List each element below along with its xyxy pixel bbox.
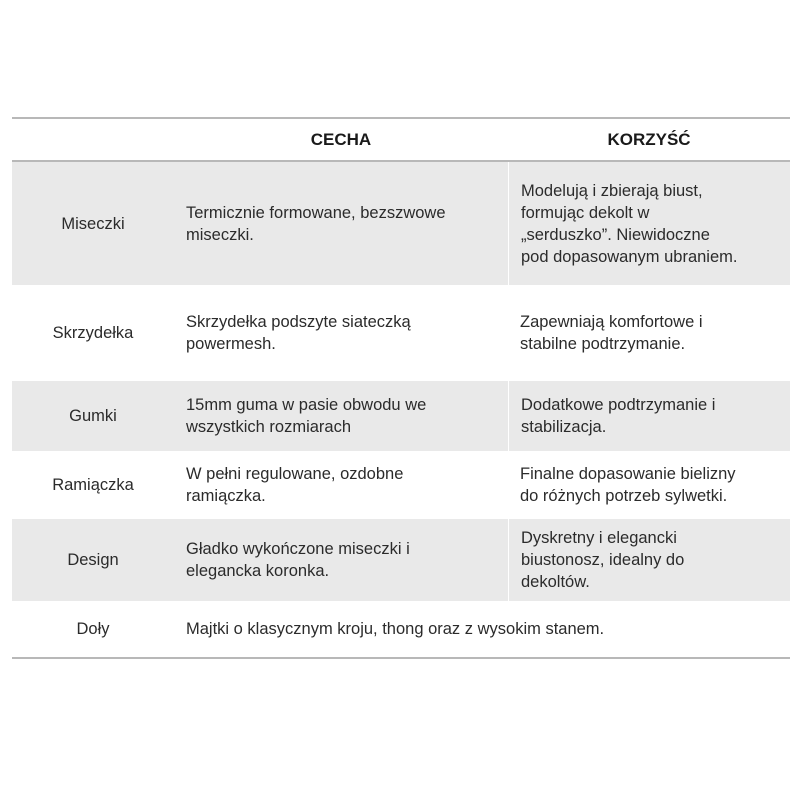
row-name: Ramiączka (52, 476, 134, 494)
row-benefit: Dyskretny i elegancki biustonosz, idealny do dekoltów. (521, 529, 685, 591)
row-benefit-cell (508, 381, 790, 451)
feature-benefit-table (12, 117, 790, 659)
row-benefit-cell (508, 285, 790, 381)
row-benefit-cell (508, 519, 790, 601)
row-feature-cell (174, 381, 508, 451)
row-benefit: Finalne dopasowanie bielizny do różnych potrzeb sylwetki. (520, 465, 736, 505)
row-feature: Skrzydełka podszyte siateczką powermesh. (186, 313, 411, 353)
row-feature: Gładko wykończone miseczki i elegancka koronka. (186, 540, 410, 580)
table-row (12, 519, 790, 601)
row-name: Doły (76, 620, 110, 638)
row-name: Miseczki (61, 214, 125, 233)
header-feature: CECHA (310, 129, 372, 149)
row-benefit-cell (508, 162, 790, 285)
row-feature: Termicznie formowane, bezszwowe miseczki. (186, 203, 446, 244)
table-row (12, 451, 790, 519)
row-feature: 15mm guma w pasie obwodu we wszystkich rozmiarach (186, 396, 427, 436)
row-merged-cell (174, 601, 790, 657)
row-merged: Majtki o klasycznym kroju, thong oraz z wysokim stanem. (186, 620, 605, 638)
row-feature-cell (174, 519, 508, 601)
row-feature-cell (174, 162, 508, 285)
row-feature: W pełni regulowane, ozdobne ramiączka. (186, 465, 404, 505)
row-name: Skrzydełka (52, 324, 134, 342)
table-header-row (12, 119, 790, 160)
row-benefit-cell (508, 451, 790, 519)
row-name: Gumki (69, 407, 117, 425)
row-benefit: Zapewniają komfortowe i stabilne podtrzymanie. (520, 313, 703, 353)
table-row (12, 162, 790, 285)
table-row (12, 381, 790, 451)
row-name: Design (67, 551, 119, 569)
table-row (12, 601, 790, 657)
table-bottom-rule (12, 657, 790, 659)
row-feature-cell (174, 451, 508, 519)
row-benefit: Dodatkowe podtrzymanie i stabilizacja. (521, 396, 716, 436)
table-row (12, 285, 790, 381)
row-feature-cell (174, 285, 508, 381)
header-benefit: KORZYŚĆ (607, 129, 691, 149)
row-benefit: Modelują i zbierają biust, formując dekolt w „serduszko”. Niewidoczne pod dopasowanym ubraniem. (521, 181, 738, 266)
